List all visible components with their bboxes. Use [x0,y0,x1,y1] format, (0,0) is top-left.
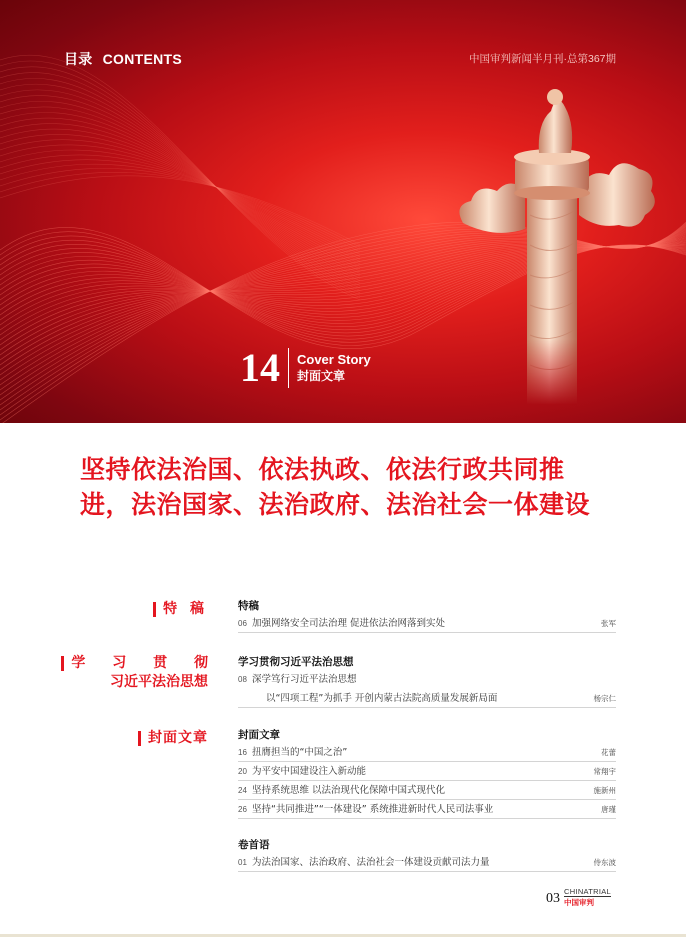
cover-label [297,352,371,384]
entry-title: 加强网络安全司法治理 促进依法治网落到实处 [252,618,446,629]
entry-page: 16 [238,748,247,757]
wave-line [0,67,360,295]
entry-author: 唐瑾 [601,805,616,814]
cover-label-en: Cover Story [297,352,371,367]
toc-entry[interactable] [238,743,616,762]
issue-label: 中国审判新闻半月刊·总第367期 [468,53,616,65]
footer-page-number: 03 [546,891,560,906]
toc-entry[interactable] [238,800,616,819]
entry-page: 01 [238,858,247,867]
section-title: 学习贯彻习近平法治思想 [238,656,354,668]
headline-line-2: 进，法治国家、法治政府、法治社会一体建设 [80,490,591,519]
entry-author: 施新州 [593,786,616,795]
entry-title: 为法治国家、法治政府、法治社会一体建设贡献司法力量 [252,857,490,868]
entry-page: 20 [238,767,247,776]
toc-section-foreword [238,837,616,872]
toc-section-study [238,654,616,708]
cover-story-badge[interactable] [240,345,371,390]
entry-page: 24 [238,786,247,795]
category-label-line2: 习近平法治思想 [110,674,208,690]
entry-title: 以“四项工程”为抓手 开创内蒙古法院高质量发展新局面 [266,693,498,704]
toc-section-special [238,598,616,633]
headline-line-1: 坚持依法治国、依法执政、依法行政共同推 [80,455,565,484]
toc-section-cover [238,727,616,819]
toc-entry[interactable] [238,781,616,800]
toc-entry[interactable] [238,762,616,781]
category-special [153,598,208,618]
entry-author: 常翔宇 [593,767,616,776]
wave-line [0,140,360,264]
cover-hero [0,0,686,423]
huabiao-pillar-image [455,75,655,405]
category-label: 特 稿 [163,601,208,617]
category-bar [61,656,64,671]
cover-headline [80,452,620,522]
entry-author: 花蕾 [601,748,616,757]
section-title: 卷首语 [238,839,270,851]
wave-line [0,107,360,279]
wave-line [0,55,360,300]
contents-cn: 目录 [64,51,93,67]
cover-page-number: 14 [240,348,289,388]
toc-entry[interactable] [238,670,616,689]
entry-title: 扭膺担当的“中国之治” [252,747,348,758]
category-bar [153,602,156,617]
brand-logo [564,887,611,907]
entry-title: 坚持系统思维 以法治现代化保障中国式现代化 [252,785,446,796]
wave-line [0,101,360,281]
toc-entry[interactable] [238,614,616,633]
category-label: 封面文章 [148,730,208,746]
wave-line [0,150,360,259]
brand-en: CHINATRIAL [564,887,612,896]
cover-label-cn: 封面文章 [297,369,346,383]
entry-title: 为平安中国建设注入新动能 [252,766,367,777]
entry-page: 26 [238,805,247,814]
contents-heading [64,49,192,69]
entry-title: 深学笃行习近平法治思想 [252,674,357,685]
entry-page: 08 [238,675,247,684]
category-cover [138,727,208,747]
entry-page: 06 [238,619,247,628]
entry-title: 坚持“共同推进”“一体建设” 系统推进新时代人民司法事业 [252,804,494,815]
wave-line [0,176,360,245]
category-bar [138,731,141,746]
entry-author: 侍东波 [593,858,616,867]
category-study [61,654,219,692]
wave-line [0,155,360,257]
entry-author: 张军 [601,619,616,628]
contents-en: CONTENTS [102,51,183,67]
section-title: 特稿 [238,600,259,612]
wave-line [0,113,360,276]
brand-cn: 中国审判 [564,896,611,907]
toc-entry[interactable] [238,689,616,708]
page-footer [546,887,611,907]
wave-line [0,84,360,288]
wave-line [0,118,360,274]
toc-entry[interactable] [238,853,616,872]
category-label-line1: 学 习 贯 彻 [71,655,219,671]
wave-line [0,145,360,262]
section-title: 封面文章 [238,729,280,741]
entry-author: 杨宗仁 [593,694,616,703]
